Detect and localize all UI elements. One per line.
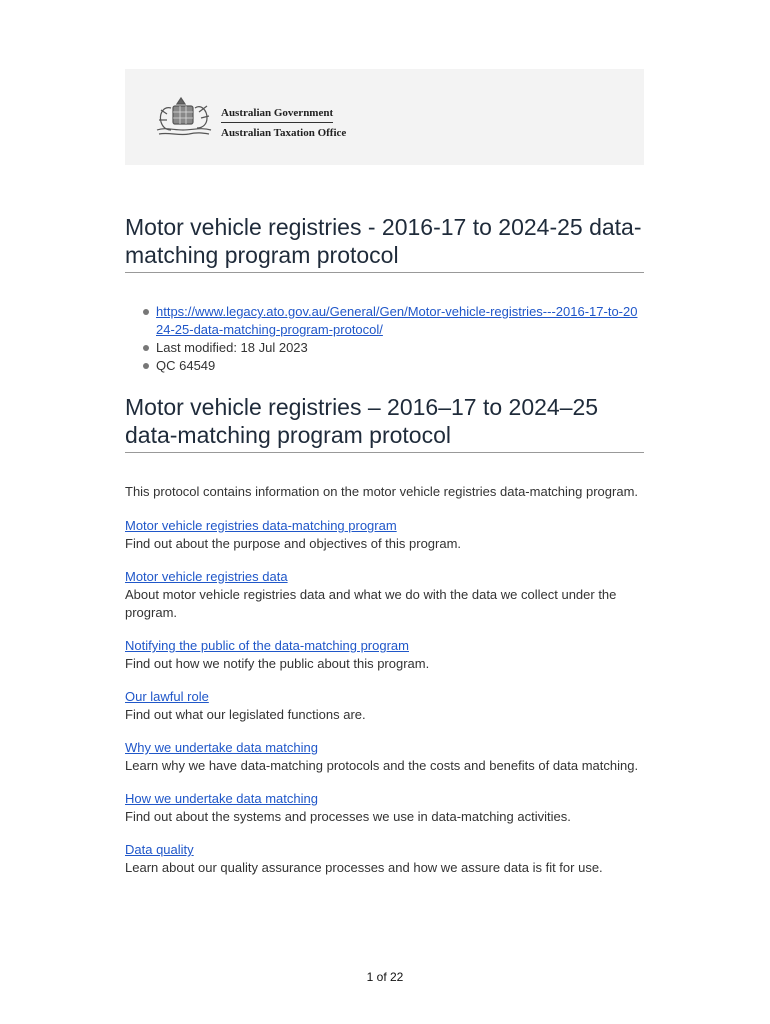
link-mvr-data[interactable]: Motor vehicle registries data <box>125 569 288 584</box>
item-description: Find out about the systems and processes we use in data-matching activities. <box>125 809 571 824</box>
link-lawful-role[interactable]: Our lawful role <box>125 689 209 704</box>
list-item <box>125 517 644 553</box>
brand-line2: Australian Taxation Office <box>221 127 347 139</box>
link-mvr-program[interactable]: Motor vehicle registries data-matching program <box>125 518 397 533</box>
page-meta-list <box>140 303 640 375</box>
list-item <box>125 688 644 724</box>
item-description: Learn why we have data-matching protocols and the costs and benefits of data matching. <box>125 758 639 773</box>
qc-number: QC 64549 <box>156 358 216 373</box>
last-modified: Last modified: 18 Jul 2023 <box>156 340 308 355</box>
government-brand <box>221 105 346 141</box>
intro-text: This protocol contains information on the motor vehicle registries data-matching program. <box>125 484 639 499</box>
item-description: Find out about the purpose and objectives of this program. <box>125 536 462 551</box>
link-data-quality[interactable]: Data quality <box>125 842 194 857</box>
link-why-data-matching[interactable]: Why we undertake data matching <box>125 740 318 755</box>
list-item <box>125 568 644 622</box>
section-title: Motor vehicle registries – 2016–17 to 2024–25 data-matching program protocol <box>125 393 644 453</box>
list-item <box>140 357 640 375</box>
item-description: Find out what our legislated functions are. <box>125 707 366 722</box>
list-item <box>140 339 640 357</box>
page-title: Motor vehicle registries - 2016-17 to 2024-25 data-matching program protocol <box>125 213 644 273</box>
brand-line1: Australian Government <box>221 105 333 123</box>
list-item <box>125 739 644 775</box>
item-description: Find out how we notify the public about this program. <box>125 656 430 671</box>
page-number: 1 of 22 <box>366 970 404 984</box>
main-content <box>125 483 644 892</box>
list-item <box>140 303 640 339</box>
item-description: Learn about our quality assurance processes and how we assure data is fit for use. <box>125 860 603 875</box>
list-item <box>125 790 644 826</box>
list-item <box>125 841 644 877</box>
link-how-data-matching[interactable]: How we undertake data matching <box>125 791 318 806</box>
list-item <box>125 637 644 673</box>
header-banner <box>125 69 644 165</box>
item-description: About motor vehicle registries data and what we do with the data we collect under the program. <box>125 587 617 620</box>
coat-of-arms-icon <box>153 94 215 140</box>
source-url-link[interactable]: https://www.legacy.ato.gov.au/General/Gen/Motor-vehicle-registries---2016-17-to-2024-25-data-matching-program-protocol/ <box>156 304 638 337</box>
link-notifying-public[interactable]: Notifying the public of the data-matching program <box>125 638 409 653</box>
